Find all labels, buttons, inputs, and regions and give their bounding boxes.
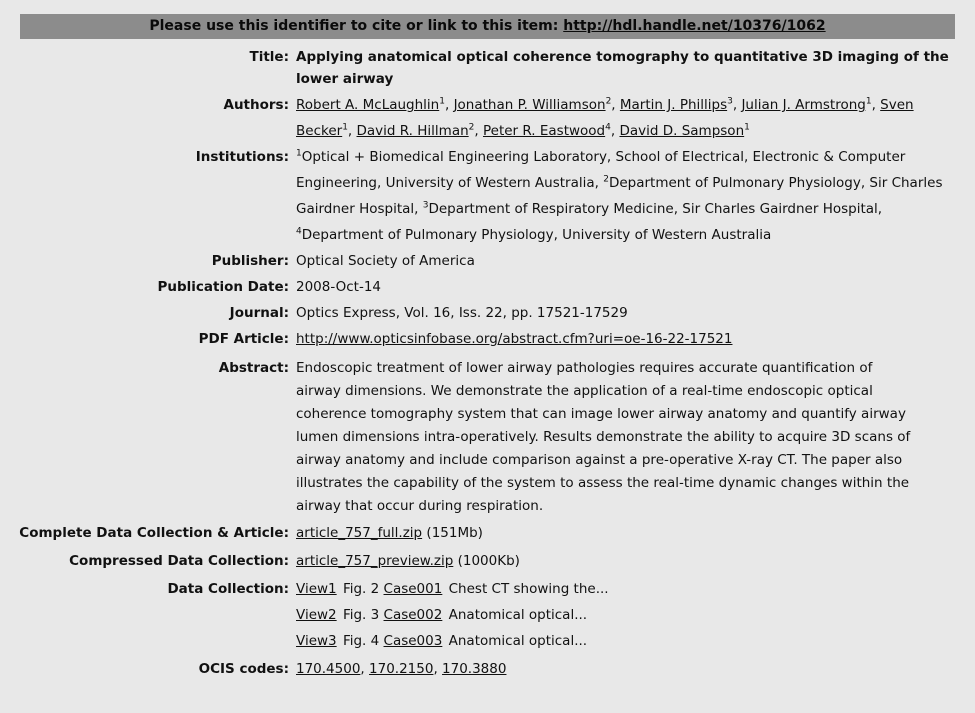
title-value: Applying anatomical optical coherence tomography to quantitative 3D imaging of the lower airway [296,49,949,87]
authors-row [0,92,965,144]
pub-date-row [0,274,965,300]
data-collection-item [296,602,965,628]
figure-ref: Fig. 2 [342,581,380,597]
author-link[interactable]: Peter R. Eastwood [482,123,606,139]
compressed-file-link[interactable]: article_757_preview.zip [296,553,454,569]
institutions-label: Institutions: [195,149,289,165]
complete-file-link[interactable]: article_757_full.zip [296,525,423,541]
institution-name: Department of Pulmonary Physiology, Sir Charles Gairdner Hospital, [296,175,943,217]
data-collection-label: Data Collection: [167,581,289,597]
author-link[interactable]: David D. Sampson [619,123,745,139]
abstract-line: airway dimensions. We demonstrate the application of a real-time endoscopic optical [296,383,873,399]
title-label: Title: [249,49,289,65]
data-collection-item [296,628,965,654]
complete-label: Complete Data Collection & Article: [19,525,289,541]
author-affiliation-sup: 1 [342,122,348,133]
abstract-line: coherence tomography system that can image lower airway anatomy and quantify airway [296,406,906,422]
publisher-row [0,248,965,274]
cite-text: Please use this identifier to cite or link to this item: [149,18,559,34]
data-collection-list [296,576,965,654]
data-collection-row [0,576,965,654]
institutions-value [296,144,965,248]
author-link[interactable]: Robert A. McLaughlin [296,97,440,113]
abstract-row [0,356,965,518]
ocis-codes: 170.4500, 170.2150, 170.3880 [296,661,507,677]
ocis-row [0,656,965,682]
author-link[interactable]: Julian J. Armstrong [741,97,866,113]
institution-name: Optical + Biomedical Engineering Laboratory, School of Electrical, Electronic & Computer Engineering, University of Western Australia, [296,149,906,191]
data-collection-item [296,576,965,602]
author-affiliation-sup: 2 [468,122,475,133]
author-affiliation-sup: 4 [605,122,611,133]
pub-date-value: 2008-Oct-14 [296,279,381,295]
pub-date-label: Publication Date: [157,279,289,295]
complete-file-size: (151Mb) [426,525,483,541]
publisher-value: Optical Society of America [296,253,475,269]
case-description: Anatomical optical... [448,633,588,649]
author-affiliation-sup: 3 [727,96,733,107]
abstract-line: Endoscopic treatment of lower airway pathologies requires accurate quantification of [296,360,873,376]
ocis-code-link[interactable]: 170.3880 [442,661,507,677]
author-affiliation-sup: 1 [744,122,750,133]
institution-sup: 4 [296,226,302,237]
journal-label: Journal: [229,305,289,321]
view-link[interactable]: View3 [296,633,337,649]
abstract-label: Abstract: [218,360,289,376]
ocis-code-link[interactable]: 170.2150 [369,661,434,677]
case-description: Chest CT showing the... [448,581,609,597]
cite-bar [20,14,955,39]
case-link[interactable]: Case001 [383,581,443,597]
ocis-code-link[interactable]: 170.4500 [296,661,361,677]
figure-ref: Fig. 3 [342,607,380,623]
institution-name: Department of Respiratory Medicine, Sir Charles Gairdner Hospital, [428,201,883,217]
pdf-row [0,326,965,352]
ocis-label: OCIS codes: [198,661,289,677]
case-link[interactable]: Case002 [383,607,443,623]
journal-row [0,300,965,326]
abstract-line: airway anatomy and include comparison against a pre-operative X-ray CT. The paper also [296,452,903,468]
view-link[interactable]: View2 [296,607,337,623]
compressed-label: Compressed Data Collection: [69,553,289,569]
publisher-label: Publisher: [211,253,289,269]
institutions-row [0,144,965,248]
author-affiliation-sup: 1 [439,96,445,107]
institution-sup: 1 [296,148,302,159]
abstract-line: lumen dimensions intra-operatively. Results demonstrate the ability to acquire 3D scans of [296,429,911,445]
author-link[interactable]: David R. Hillman [356,123,469,139]
figure-ref: Fig. 4 [342,633,380,649]
journal-value: Optics Express, Vol. 16, Iss. 22, pp. 17521-17529 [296,305,628,321]
abstract-line: airway that occur during respiration. [296,498,544,514]
author-link[interactable]: Martin J. Phillips [619,97,728,113]
abstract-text [296,356,965,518]
author-affiliation-sup: 1 [865,96,872,107]
compressed-file-size: (1000Kb) [457,553,520,569]
author-link[interactable]: Sven Becker [296,97,914,139]
compressed-row [0,548,965,574]
author-link[interactable]: Jonathan P. Williamson [453,97,606,113]
authors-label: Authors: [223,97,289,113]
handle-link[interactable]: http://hdl.handle.net/10376/1062 [563,18,826,34]
institution-sup: 3 [422,200,429,211]
metadata-table [0,44,965,682]
institution-sup: 2 [603,174,609,185]
institution-name: Department of Pulmonary Physiology, University of Western Australia [301,227,772,243]
authors-value: Robert A. McLaughlin$^1$, Jonathan P. Williamson$^2$, Martin J. Phillips$^3$, Julian J. Armstrong$^1$, Sven Becker$^1$, David R. Hillman$^2$, Peter R. Eastwood$^4$, David D. Sampson$^1$ [296,96,914,139]
case-link[interactable]: Case003 [383,633,443,649]
title-row [0,44,965,90]
abstract-line: illustrates the capability of the system to assess the real-time dynamic changes within the [296,475,910,491]
view-link[interactable]: View1 [296,581,337,597]
pdf-label: PDF Article: [198,331,289,347]
complete-row [0,520,965,546]
case-description: Anatomical optical... [448,607,588,623]
pdf-link[interactable]: http://www.opticsinfobase.org/abstract.cfm?uri=oe-16-22-17521 [296,331,733,347]
author-affiliation-sup: 2 [605,96,612,107]
